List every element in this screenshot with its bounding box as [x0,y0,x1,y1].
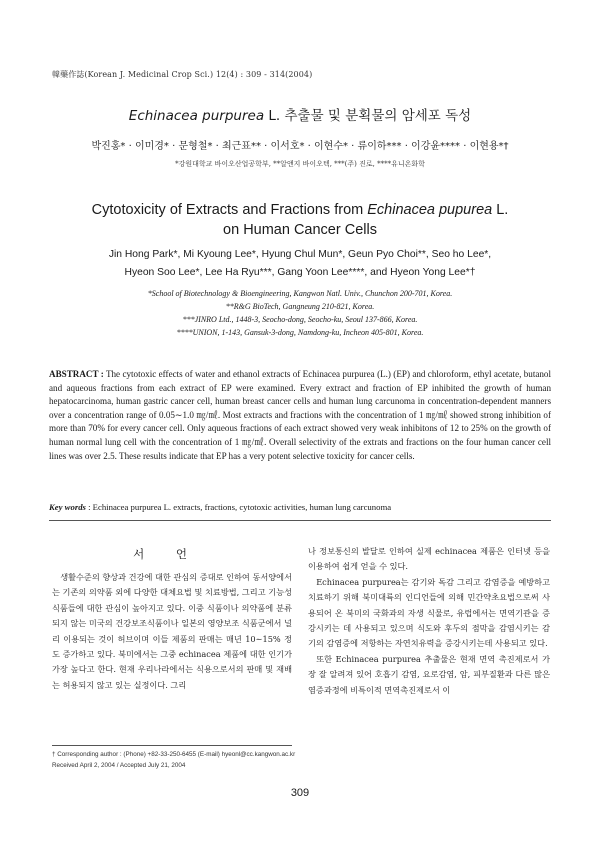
footnotes [52,749,295,771]
english-title-line2: on Human Cancer Cells [223,222,377,238]
english-title-end: L. [492,202,509,218]
body-column-left [52,570,292,693]
affiliation-1: *School of Biotechnology & Bioengineering, Kangwon Natl. Univ., Chunchon 200-701, Korea. [147,289,453,298]
abstract [49,368,551,463]
affiliation-2: **R&G BioTech, Gangneung 210-821, Korea. [225,302,375,311]
page-number: 309 [290,787,310,799]
english-title [0,200,600,240]
korean-title-rest: L. 추출물 및 분획물의 암세포 독성 [264,108,472,124]
body-column-right [308,544,550,698]
english-affiliations [0,287,600,339]
keywords-text: : Echinacea purpurea L. extracts, fractions, cytotoxic activities, human lung carcunoma [88,502,392,512]
body-paragraph: 또한 Echinacea purpurea 추출물은 현재 면역 촉진제로서 가장 잘 알려져 있어 호흡기 감염, 요로감염, 암, 피부질환과 다른 많은 염증과정에 비특이적 면역촉진제로서 이 [308,653,550,695]
keywords [49,502,551,512]
journal-header: 韓藥作誌(Korean J. Medicinal Crop Sci.) 12(4) : 309 - 314(2004) [52,70,313,79]
received-date: Received April 2, 2004 / Accepted July 21, 2004 [52,762,186,769]
affiliation-4: ****UNION, 1-143, Gansuk-3-dong, Namdong-ku, Incheon 405-801, Korea. [176,328,424,337]
korean-title-species: Echinacea purpurea [128,108,265,124]
body-paragraph: Echinacea purpurea는 감기와 독감 그리고 감염증을 예방하고 치료하기 위해 북미대륙의 인디언들에 의해 민간약초요법으로써 사용되어 온 북미의 국화과의 자생 식물로, 유럽에서는 면역기관을 증강시키는 데 사용되고 있으며 식도와 후두의 점막을 감염시키는 감기의 감염증에 저항하는 자연치유력을 증강시키는데 사용되고 있다. [308,576,550,649]
english-authors-line1: Jin Hong Park*, Mi Kyoung Lee*, Hyung Chul Mun*, Geun Pyo Choi**, Seo ho Lee*, [108,249,492,260]
abstract-text: The cytotoxic effects of water and ethanol extracts of Echinacea purpurea (L.) (EP) and chloroform, ethyl acetate, butanol and aqueous fractions from each extract of EP were examined. Every extract and fraction of EP inhibited the growth of human hepatocarcinoma, human gastric cancer cell, human breast cancer cells and human lung carcunoma in concentration-dependent manners over a concentration range of 0.05∼1.0 ㎎/㎖. Most extracts and fractions with the concentration of 1 ㎎/㎖ showed strong inhibition of more than 70% for every cancer cell. Only aqueous fractions of each extract showed very weak inhibitons of 12 to 25% on the growth of human normal lung cell with the concentration of 1 ㎎/㎖. Overall selectivity of the extrats and fractions on the four human cancer cell lines was over 2.5. These results indicate that EP has a very potent selective toxicity for cancer cells. [49,369,552,461]
english-title-line1 [0,200,600,220]
body-paragraph: 나 정보통신의 발달로 인하여 실제 echinacea 제품은 인터넷 등을 이용하여 쉽게 얻을 수 있다. [308,546,550,572]
korean-authors: 박진홍* · 이미경* · 문형철* · 최근표** · 이서호* · 이현수* · 류이하*** · 이강윤**** · 이현용*† [91,141,509,152]
english-title-species: Echinacea pupurea [367,202,493,218]
affiliation-3: ***JINRO Ltd., 1448-3, Seocho-dong, Seocho-ku, Seoul 137-866, Korea. [182,315,418,324]
korean-title [0,104,600,124]
corresponding-author: † Corresponding author : (Phone) +82-33-250-6455 (E-mail) hyeonl@cc.kangwon.ac.kr [52,751,296,758]
abstract-label: ABSTRACT : [49,369,104,379]
footnote-divider [52,745,292,746]
english-authors [0,246,600,282]
keywords-label: Key words [49,502,86,512]
korean-affiliations: *강원대학교 바이오산업공학부, **알앤지 바이오텍, ***(주) 진로, ****유니온화학 [175,160,425,168]
english-authors-line2: Hyeon Soo Lee*, Lee Ha Ryu***, Gang Yoon Lee****, and Hyeon Yong Lee*† [124,267,476,278]
english-title-start: Cytotoxicity of Extracts and Fractions from [91,202,368,218]
body-paragraph: 생활수준의 향상과 건강에 대한 관심의 증대로 인하여 동서양에서는 기존의 의약품 외에 다양한 대체요법 및 치료방법, 그리고 기능성 식품들에 대한 관심이 높아지고 있다. 이중 식품이나 의약품에 분류되지 않는 미국의 건강보조식품이나 일본의 영양보조 식품군에서 널리 이용되는 것이 허브이며 이들 제품의 판매는 매년 10∼15% 정도 증가하고 있다. 북미에서는 그중 echinacea 제품에 대한 인기가 가장 높다고 한다. 현재 우리나라에서는 식용으로서의 판매 및 재배는 허용되지 않고 있는 실정이다. 그리 [52,572,292,690]
section-heading: 서 언 [133,547,201,561]
keywords-divider [49,520,551,521]
